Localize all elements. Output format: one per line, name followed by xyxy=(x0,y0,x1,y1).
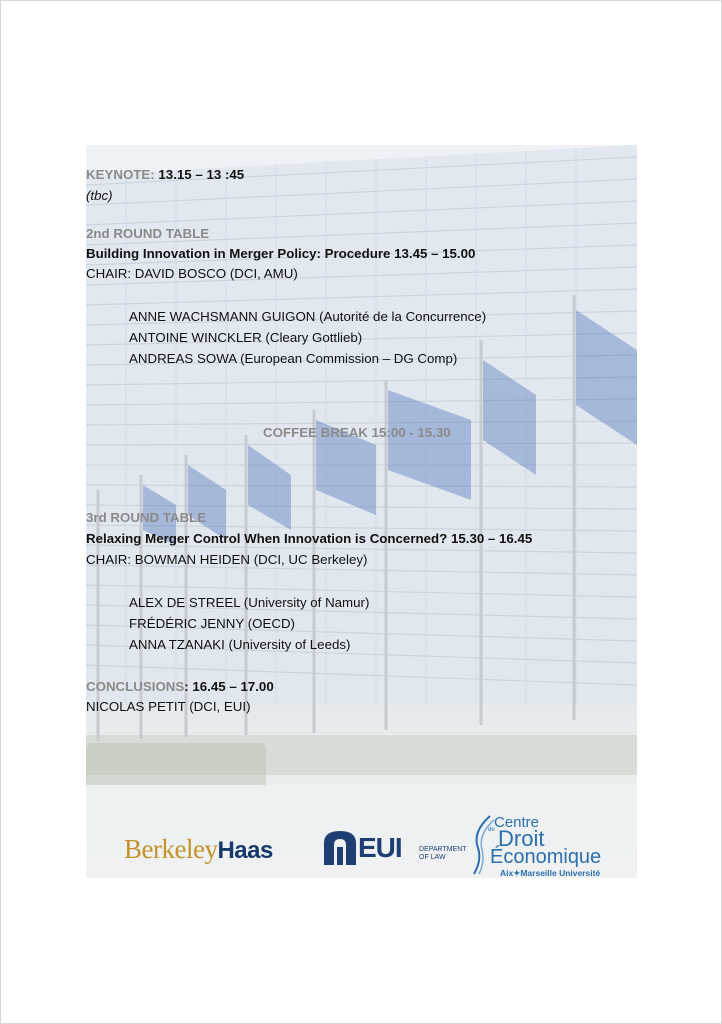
round2-speaker: ANTOINE WINCKLER (Cleary Gottlieb) xyxy=(129,330,363,345)
keynote-line xyxy=(86,167,244,183)
round2-chair: CHAIR: DAVID BOSCO (DCI, AMU) xyxy=(86,266,298,281)
berkeley-haas-logo xyxy=(124,834,273,865)
cde-aix-marseille: Aix✦Marseille Université xyxy=(500,868,601,878)
eui-department-label xyxy=(419,846,467,862)
conclusions-time: : 16.45 – 17.00 xyxy=(184,679,274,694)
round3-heading: 3rd ROUND TABLE xyxy=(86,510,207,525)
round2-heading: 2nd ROUND TABLE xyxy=(86,226,210,241)
round3-speaker: FRÉDÉRIC JENNY (OECD) xyxy=(129,616,295,631)
round3-chair: CHAIR: BOWMAN HEIDEN (DCI, UC Berkeley) xyxy=(86,552,368,567)
eui-dept-line-1: DEPARTMENT xyxy=(419,846,467,853)
berkeley-wordmark: Berkeley xyxy=(124,834,218,864)
cde-centre: Centre xyxy=(494,814,540,831)
round3-title: Relaxing Merger Control When Innovation is Concerned? 15.30 – 16.45 xyxy=(86,531,533,546)
conclusions-speaker: NICOLAS PETIT (DCI, EUI) xyxy=(86,699,251,714)
conclusions-label: CONCLUSIONS xyxy=(86,679,185,694)
keynote-note: (tbc) xyxy=(86,188,113,203)
round2-title: Building Innovation in Merger Policy: Procedure 13.45 – 15.00 xyxy=(86,246,476,261)
eui-wordmark: EUI xyxy=(358,832,402,863)
coffee-break: COFFEE BREAK 15:00 - 15.30 xyxy=(263,425,451,440)
eui-emblem-icon xyxy=(324,831,356,865)
cde-economique: Économique xyxy=(490,846,602,868)
round3-speaker: ANNA TZANAKI (University of Leeds) xyxy=(129,637,351,652)
conclusions-line xyxy=(86,679,274,695)
keynote-time: 13.15 – 13 :45 xyxy=(154,167,245,182)
eui-dept-line-2: OF LAW xyxy=(419,854,446,861)
cde-de: de xyxy=(488,827,495,833)
sponsor-logos xyxy=(86,812,637,878)
cde-droit: Droit xyxy=(498,826,545,851)
haas-wordmark: Haas xyxy=(217,837,273,864)
round2-speaker: ANDREAS SOWA (European Commission – DG Comp) xyxy=(129,351,458,366)
round3-speaker: ALEX DE STREEL (University of Namur) xyxy=(129,595,370,610)
keynote-label: KEYNOTE: xyxy=(86,167,155,182)
round2-speaker: ANNE WACHSMANN GUIGON (Autorité de la Concurrence) xyxy=(129,309,487,324)
